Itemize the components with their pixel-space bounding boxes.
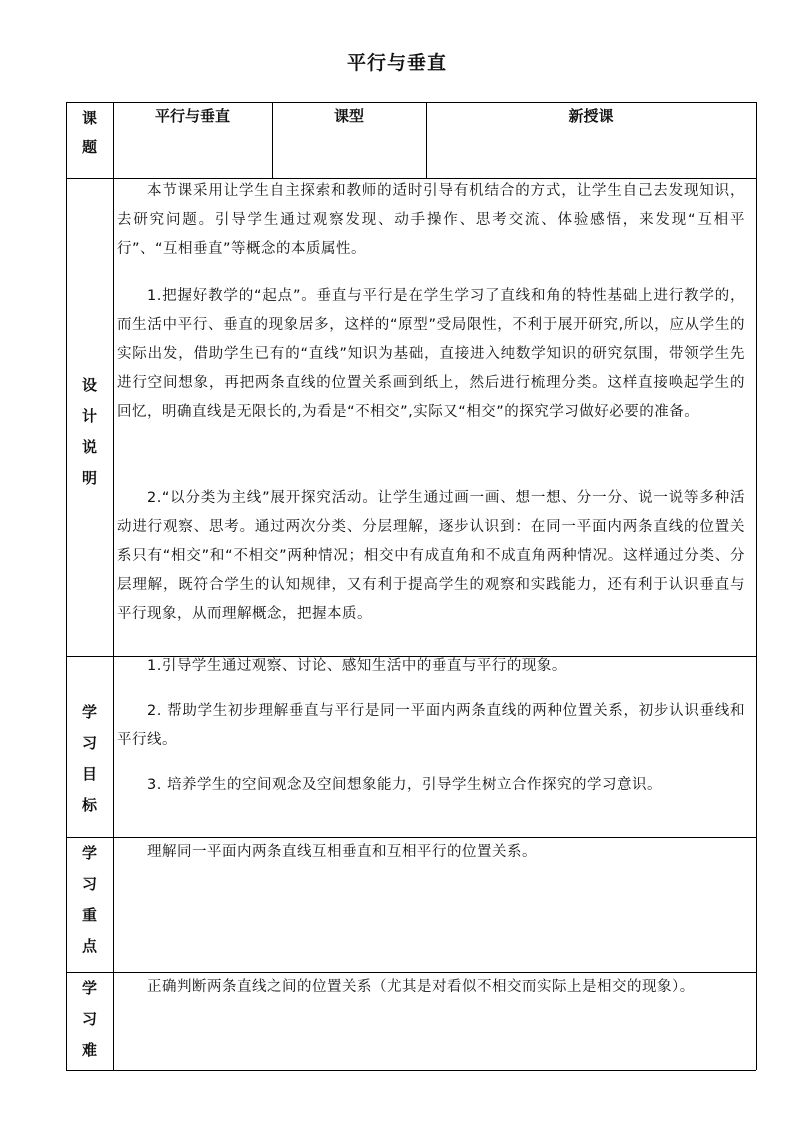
goal-item-3: 3. 培养学生的空间观念及空间想象能力，引导学生树立合作探究的学习意识。	[147, 777, 662, 793]
goal-item-2: 2. 帮助学生初步理解垂直与平行是同一平面内两条直线的两种位置关系，初步认识垂线和平行线。	[117, 703, 745, 748]
goal-item-1: 1.引导学生通过观察、讨论、感知生活中的垂直与平行的现象。	[147, 658, 567, 674]
design-paragraph-1: 1.把握好教学的“起点”。垂直与平行是在学生学习了直线和角的特性基础上进行教学的，而生活中平行、垂直的现象居多，这样的“原型”受局限性，不利于展开研究,所以，应从学生的实际出发，借助学生已有的“直线”知识为基础，直接进入纯数学知识的研究氛围，带领学生先进行空间想象，再把两条直线的位置关系画到纸上，然后进行梳理分类。这样直接唤起学生的回忆，明确直线是无限长的,为看是“不相交”,实际又“相交”的探究学习做好必要的准备。	[117, 288, 745, 420]
table-border-top	[66, 102, 756, 103]
design-paragraph-2: 2.“以分类为主线”展开探究活动。让学生通过画一画、想一想、分一分、说一说等多种活动进行观察、思考。通过两次分类、分层理解，逐步认识到：在同一平面内两条直线的位置关系只有“相交”和“不相交”两种情况；相交中有成直角和不成直角两种情况。这样通过分类、分层理解，既符合学生的认知规律，又有利于提高学生的观察和实践能力，还有利于认识垂直与平行现象，从而理解概念，把握本质。	[117, 490, 745, 622]
table-border-right	[756, 102, 757, 1070]
difficulties-label: 学 习 难	[81, 979, 97, 1059]
difficulties-text: 正确判断两条直线之间的位置关系（尤其是对看似不相交而实际上是相交的现象）。	[147, 979, 695, 995]
topic-value: 平行与垂直	[154, 107, 230, 125]
key-points-label: 学 习 重 点	[81, 844, 97, 955]
design-label: 设 计 说 明	[81, 376, 97, 487]
label-column-divider	[113, 102, 114, 1070]
table-border-bottom	[66, 1070, 756, 1071]
page-title: 平行与垂直	[346, 52, 447, 74]
lesson-type-label: 课型	[333, 107, 364, 125]
lesson-type-value: 新授课	[568, 107, 614, 125]
design-paragraph-intro: 本节课采用让学生自主探索和教师的适时引导有机结合的方式，让学生自己去发现知识，去研究问题。引导学生通过观察发现、动手操作、思考交流、体验感悟，来发现“互相平行”、“互相垂直”等概念的本质属性。	[117, 183, 745, 257]
key-points-text: 理解同一平面内两条直线互相垂直和互相平行的位置关系。	[147, 844, 537, 860]
goals-label: 学 习 目 标	[81, 703, 97, 814]
topic-label: 课 题	[81, 109, 97, 156]
